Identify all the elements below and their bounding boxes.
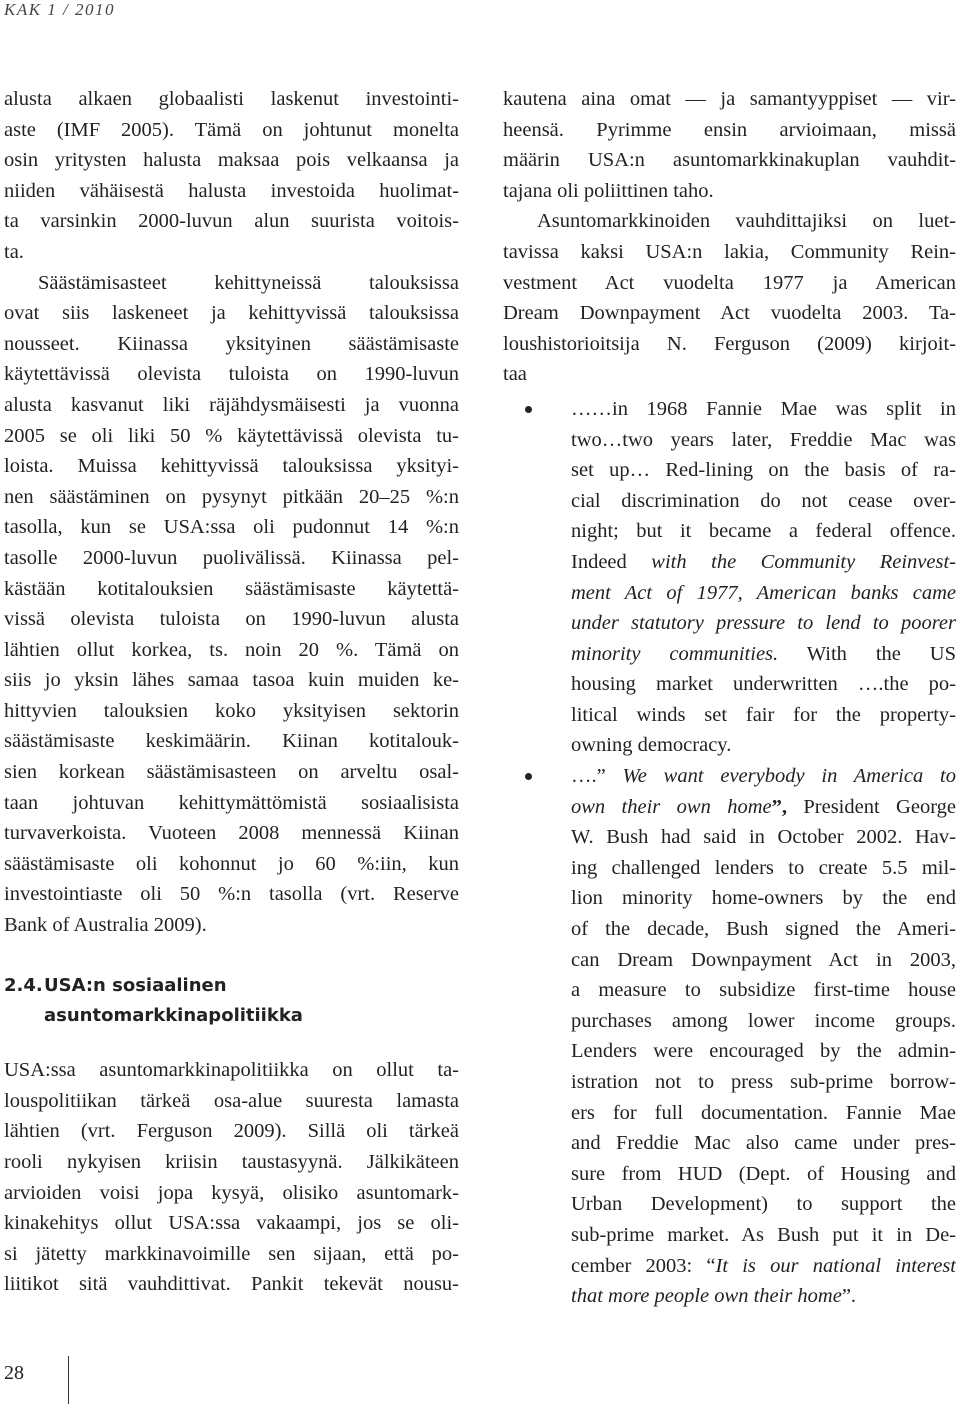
text-line: käytettävissä olevista tuloista on 1990-luvun [4,363,459,386]
text-line: taa [503,363,527,386]
text-line: W. Bush had said in October 2002. Hav- [571,826,956,849]
paragraph [4,268,459,941]
text-line: hittyvien talouksien koko yksityisen sektorin [4,699,459,722]
text-line: vissä olevista tuloista on 1990-luvun alusta [4,608,459,631]
paragraph [503,206,956,390]
italic-run: It is our national interest [715,1254,956,1277]
section-heading [4,971,459,1031]
text-line: 2005 se oli liki 50 % käytettävissä olevista tu- [4,424,459,447]
text-line: niiden vähäisestä halusta investoida huolimat- [4,179,459,202]
text-line: tasolle 2000-luvun puolivälissä. Kiinassa pel- [4,546,459,569]
text-line: owning democracy. [571,734,732,757]
text-line: kinakehitys ollut USA:ssa vakaampi, jos se oli- [4,1212,459,1235]
text-line: sure from HUD (Dept. of Housing and [571,1162,956,1185]
italic-run: We want everybody in America to [622,765,956,788]
text-line: a measure to subsidize first-time house [571,979,956,1002]
text-line: säästämisaste keskimäärin. Kiinan kotitalouk- [4,730,459,753]
text-line: Urban Development) to support the [571,1193,956,1216]
text-line: ta varsinkin 2000-luvun alun suurista voitois- [4,210,459,233]
text-line: istration not to press sub-prime borrow- [571,1071,956,1093]
section-title: USA:n sosiaalinen [44,975,227,997]
quote-bullet [503,761,956,1312]
text-line: investointiaste oli 50 %:n tasolla (vrt. Reserve [4,883,459,906]
text-line: set up… Red-lining on the basis of ra- [571,459,956,482]
text-line: of the decade, Bush signed the Ameri- [571,918,956,941]
text-line: Asuntomarkkinoiden vauhdittajiksi on luet- [537,210,956,233]
running-header: KAK 1 / 2010 [4,0,116,19]
text-line: heensä. Pyrimme ensin arvioimaan, missä [503,118,956,141]
italic-run: own their own home [571,795,772,818]
text-line: sub-prime market. As Bush put it in De- [571,1223,956,1246]
italic-run: with the Community Reinvest- [651,550,956,573]
section-number: 2.4. [4,975,43,997]
text-line: arvioiden voisi jopa kysyä, olisiko asuntomark- [4,1181,459,1204]
text-line: siis jo yksin lähes samaa tasoa kuin muiden ke- [4,669,459,692]
paragraph [4,84,459,268]
text-line: two…two years later, Freddie Mac was [571,428,956,451]
text-line [571,578,956,609]
text-line [571,1251,956,1282]
text-line: USA:ssa asuntomarkkinapolitiikka on ollut ta- [4,1059,459,1082]
text-line: tavissa kaksi USA:n lakia, Community Rein- [503,240,956,263]
text-line: aste (IMF 2005). Tämä on johtunut monelta [4,118,459,141]
text-run: President George [803,795,956,818]
paragraph [503,84,956,206]
text-line: kautena aina omat — ja samantyyppiset — vir- [503,88,956,110]
text-line: turvaverkoista. Vuoteen 2008 mennessä Kiinan [4,822,459,845]
text-line: Lenders were encouraged by the admin- [571,1040,956,1063]
text-line [571,639,956,670]
text-run: cember 2003: “ [571,1254,716,1277]
text-line: rooli nykyisen kriisin taustasyynä. Jälkikäteen [4,1151,459,1173]
text-line: ……in 1968 Fannie Mae was split in [571,397,956,420]
text-line: tajana oli poliittinen taho. [503,179,714,202]
italic-run: that more people own their home [571,1285,842,1308]
text-line: and Freddie Mac also came under pres- [571,1132,956,1155]
text-line: nousseet. Kiinassa yksityinen säästämisaste [4,332,459,355]
right-column [503,84,956,1312]
text-line: osin yritysten halusta maksaa pois velkaansa ja [4,149,459,172]
text-line: lion minority home-owners by the end [571,887,956,910]
text-line: louspolitiikan tärkeä osa-alue suuresta lamasta [4,1089,459,1112]
text-line: Bank of Australia 2009). [4,914,207,937]
text-line: can Dream Downpayment Act in 2003, [571,948,956,971]
page-number: 28 [4,1362,24,1384]
text-line [571,608,956,639]
left-column [4,84,459,1300]
text-run: Indeed [571,550,652,573]
text-line: lähtien ollut korkea, ts. noin 20 %. Tämä on [4,638,459,661]
bold-run: ”, [771,795,804,818]
text-line: määrin USA:n asuntomarkkinakuplan vauhdit- [503,149,956,172]
text-line: si jätetty markkinavoimille sen sijaan, että po- [4,1242,459,1265]
text-run: With the US [778,642,956,665]
text-line: cial discrimination do not cease over- [571,489,956,512]
section-title: asuntomarkkinapolitiikka [44,1005,303,1027]
text-line: säästämisaste oli kohonnut jo 60 %:iin, kun [4,852,459,875]
text-line: liitikot sitä vauhdittivat. Pankit tekevät nousu- [4,1273,459,1296]
text-line: ing challenged lenders to create 5.5 mil- [571,856,956,879]
italic-run: under statutory pressure to lend to poorer [571,612,956,635]
text-line: loista. Muissa kehittyvissä talouksissa yksityi- [4,455,459,478]
text-line: alusta kasvanut liki räjähdysmäisesti ja vuonna [4,393,459,416]
text-line [571,547,956,578]
text-line: ers for full documentation. Fannie Mae [571,1101,956,1124]
bullet-icon [525,773,532,780]
italic-run: minority communities. [571,642,779,665]
text-line: vestment Act vuodelta 1977 ja American [503,271,956,294]
quote-bullet [503,394,956,761]
text-line: litical winds set fair for the property- [571,703,956,726]
text-line: purchases among lower income groups. [571,1009,956,1032]
text-line: Säästämisasteet kehittyneissä talouksissa [38,271,459,294]
text-line: kästään kotitalouksien säästämisaste käytettä- [4,577,459,600]
text-line: housing market underwritten ….the po- [571,673,956,696]
text-line: ovat siis laskeneet ja kehittyvissä talouksissa [4,302,459,325]
text-line: taan johtuvan kehittymättömistä sosiaalisista [4,791,459,814]
text-line [571,1281,956,1312]
text-line: Dream Downpayment Act vuodelta 2003. Ta- [503,302,956,325]
text-line: loushistorioitsija N. Ferguson (2009) kirjoit- [503,332,956,355]
text-run: ”. [841,1285,857,1308]
italic-run: ment Act of 1977, American banks came [571,581,956,604]
text-line: nen säästäminen on pysynyt pitkään 20–25 %:n [4,485,459,508]
bullet-icon [525,406,532,413]
text-line: sien korkean säästämisasteen on arveltu osal- [4,761,459,784]
text-line: tasolla, kun se USA:ssa oli pudonnut 14 %:n [4,516,459,539]
text-run: ….” [571,765,623,788]
footer-divider [68,1356,69,1404]
text-line: ta. [4,240,24,263]
text-line [571,792,956,823]
paragraph [4,1055,459,1300]
text-line [571,761,956,792]
text-line: alusta alkaen globaalisti laskenut investointi- [4,88,459,110]
text-line: lähtien (vrt. Ferguson 2009). Sillä oli tärkeä [4,1120,459,1143]
text-line: night; but it became a federal offence. [571,520,956,543]
